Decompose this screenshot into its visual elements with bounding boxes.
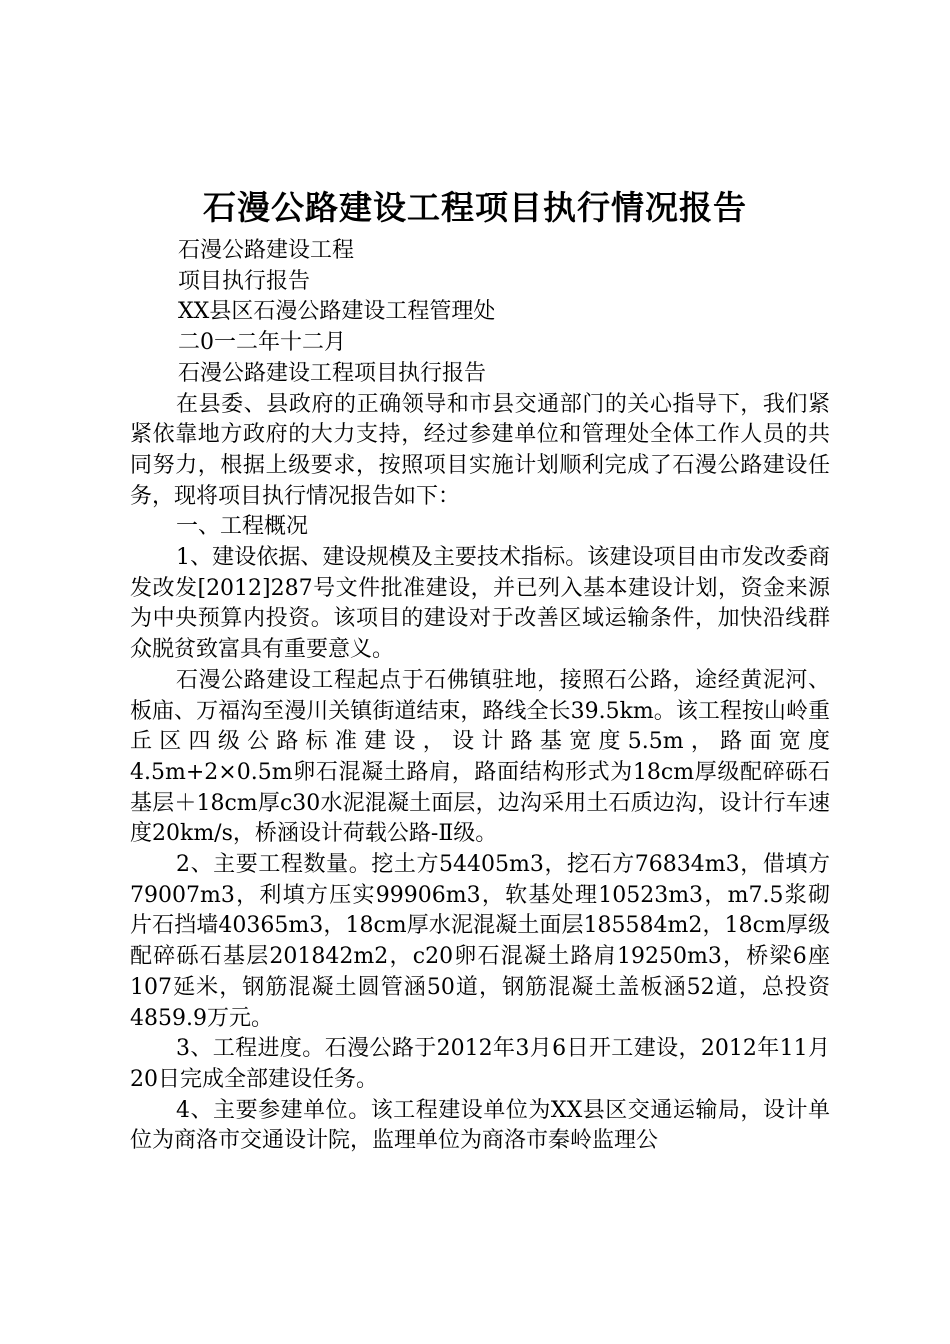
paragraph-basis-scale: 1、建设依据、建设规模及主要技术指标。该建设项目由市发改委商发改发[2012]287号文件批准建设，并已列入基本建设计划，资金来源为中央预算内投资。该项目的建设对于改善区域运输条件，加快沿线群众脱贫致富具有重要意义。 [130, 545, 830, 663]
cover-line-report-title: 石漫公路建设工程项目执行报告 [178, 360, 487, 386]
intro-paragraph: 在县委、县政府的正确领导和市县交通部门的关心指导下，我们紧紧依靠地方政府的大力支持，经过参建单位和管理处全体工作人员的共同努力，根据上级要求，按照项目实施计划顺利完成了石漫公路建设任务，现将项目执行情况报告如下： [130, 391, 830, 509]
cover-line-date: 二0一二年十二月 [178, 330, 346, 356]
paragraph-route-standard: 石漫公路建设工程起点于石佛镇驻地，接照石公路，途经黄泥河、板庙、万福沟至漫川关镇街道结束，路线全长39.5km。该工程按山岭重丘区四级公路标准建设，设计路基宽度5.5m，路面宽度4.5m+2×0.5m卵石混凝土路肩，路面结构形式为18cm厚级配碎砾石基层＋18cm厚c30水泥混凝土面层，边沟采用土石质边沟，设计行车速度20km/s，桥涵设计荷载公路-Ⅱ级。 [130, 667, 830, 847]
document-body [130, 236, 830, 1157]
section-heading-overview: 一、工程概况 [176, 514, 309, 540]
cover-line-project-name: 石漫公路建设工程 [178, 238, 355, 263]
paragraph-progress: 3、工程进度。石漫公路于2012年3月6日开工建设，2012年11月20日完成全部建设任务。 [130, 1036, 830, 1092]
paragraph-participants: 4、主要参建单位。该工程建设单位为XX县区交通运输局，设计单位为商洛市交通设计院，监理单位为商洛市秦岭监理公 [130, 1097, 830, 1154]
document-title: 石漫公路建设工程项目执行情况报告 [203, 188, 747, 227]
cover-line-report-type: 项目执行报告 [178, 268, 311, 294]
paragraph-quantities: 2、主要工程数量。挖土方54405m3，挖石方76834m3，借填方79007m3，利填方压实99906m3，软基处理10523m3，m7.5浆砌片石挡墙40365m3，18cm厚水泥混凝土面层185584m2，18cm厚级配碎砾石基层201842m2，c20卵石混凝土路肩19250m3，桥梁6座107延米，钢筋混凝土圆管涵50道，钢筋混凝土盖板涵52道，总投资4859.9万元。 [130, 852, 830, 1031]
cover-line-organization: XX县区石漫公路建设工程管理处 [178, 299, 496, 325]
